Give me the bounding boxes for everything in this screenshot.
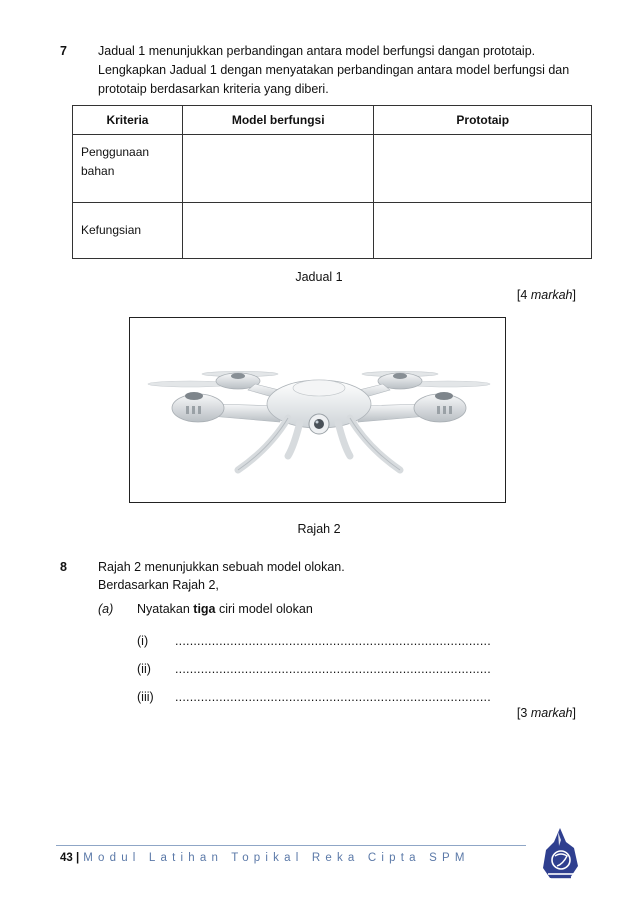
question-7-line-3: prototaip berdasarkan kriteria yang diberi. (98, 82, 329, 96)
header-prototaip: Prototaip (374, 106, 592, 135)
question-7-marks: [4 markah] (516, 288, 576, 302)
header-model-berfungsi: Model berfungsi (182, 106, 374, 135)
question-7-line-2: Lengkapkan Jadual 1 dengan menyatakan perbandingan antara model berfungsi dan (98, 63, 570, 77)
figure-caption: Rajah 2 (297, 522, 341, 536)
table-row (73, 203, 592, 259)
answer-label-iii: (iii) (137, 690, 154, 704)
header-kriteria: Kriteria (73, 106, 183, 135)
question-8-marks: [3 markah] (516, 706, 576, 720)
drone-photo-frame (129, 317, 506, 503)
part-a-instruction (137, 602, 313, 616)
answer-line-ii[interactable]: ...................................................................................... (175, 662, 491, 676)
ministry-logo-icon (540, 826, 582, 882)
part-a-label: (a) (98, 602, 114, 616)
drone-illustration (130, 318, 504, 501)
question-8-line-2: Berdasarkan Rajah 2, (98, 578, 219, 592)
comparison-table (72, 105, 592, 259)
table-header-row (73, 106, 592, 135)
question-8-number: 8 (60, 560, 67, 574)
part-a-text-after: ciri model olokan (215, 602, 313, 616)
question-7-line-1: Jadual 1 menunjukkan perbandingan antara model berfungsi dangan prototaip. (98, 44, 536, 58)
criterion-label-line-1: Kefungsian (81, 223, 142, 237)
footer-title: Modul Latihan Topikal Reka Cipta SPM (83, 852, 470, 864)
part-a-text-before: Nyatakan (137, 602, 194, 616)
table-caption: Jadual 1 (295, 270, 343, 284)
answer-label-ii: (ii) (137, 662, 151, 676)
part-a-text-bold: tiga (193, 602, 216, 616)
answer-cell-prototaip[interactable] (374, 203, 592, 259)
page-footer (60, 852, 470, 864)
criterion-label-line-2: bahan (81, 164, 115, 178)
answer-line-i[interactable]: ...................................................................................... (175, 634, 491, 648)
page-number: 43 | (60, 852, 80, 864)
answer-cell-model-berfungsi[interactable] (182, 203, 374, 259)
criterion-cell (73, 203, 183, 259)
criterion-label-line-1: Penggunaan (81, 145, 150, 159)
footer-rule (56, 845, 526, 846)
answer-cell-prototaip[interactable] (374, 135, 592, 203)
table-row (73, 135, 592, 203)
answer-line-iii[interactable]: ...................................................................................... (175, 690, 491, 704)
question-7-number: 7 (60, 44, 67, 58)
question-8-line-1: Rajah 2 menunjukkan sebuah model olokan. (98, 560, 345, 574)
criterion-cell (73, 135, 183, 203)
answer-label-i: (i) (137, 634, 149, 648)
answer-cell-model-berfungsi[interactable] (182, 135, 374, 203)
